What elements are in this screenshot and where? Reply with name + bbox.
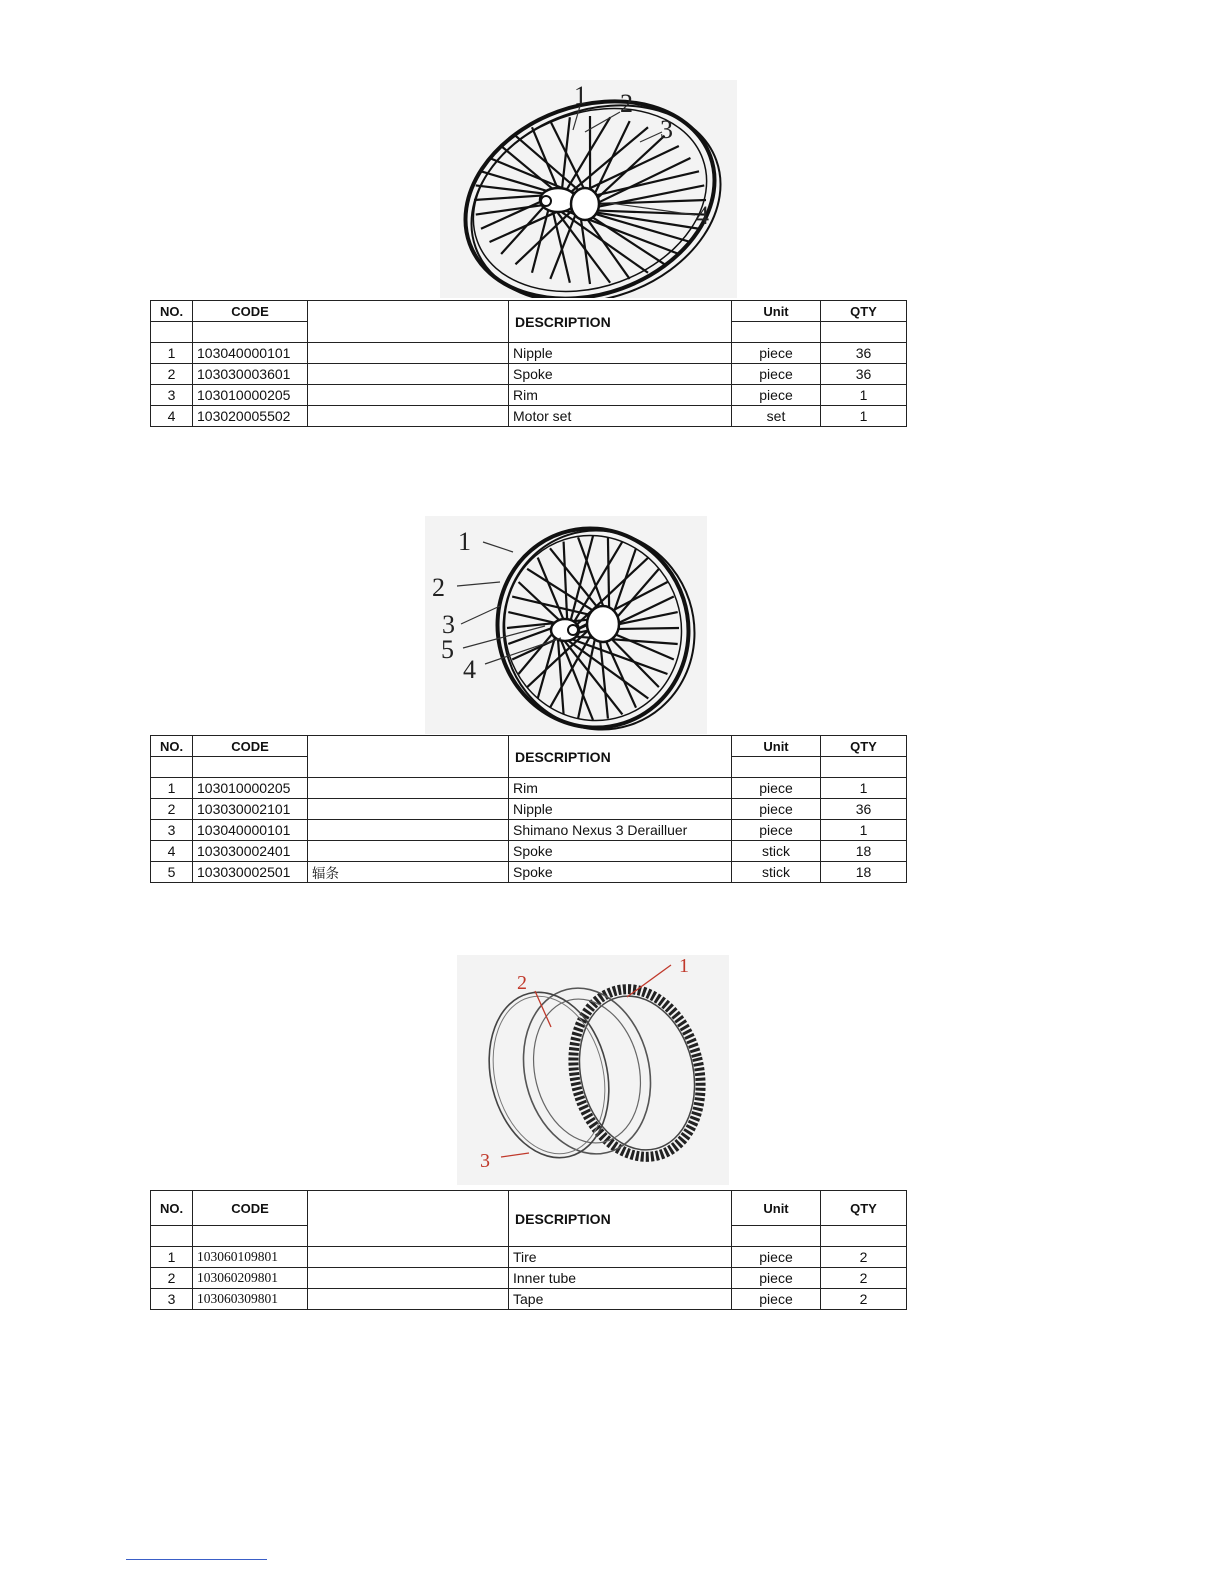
cell-unit: piece [732,385,821,406]
wheel-diagram-1-svg [440,80,737,298]
cell-no: 1 [151,778,193,799]
cell-unit: piece [732,1289,821,1310]
header-blank [308,1191,509,1247]
cell-unit: piece [732,364,821,385]
table-row [151,1268,907,1289]
cell-no: 2 [151,1268,193,1289]
cell-unit: stick [732,841,821,862]
callout-label: 3 [660,115,673,144]
wheel-diagram-2 [425,516,707,734]
cell-code: 103010000205 [193,778,308,799]
cell-note [308,343,509,364]
cell-description: Nipple [509,343,732,364]
header-unit: Unit [732,736,821,757]
cell-code: 103040000101 [193,343,308,364]
cell-no: 1 [151,343,193,364]
cell-code: 103030003601 [193,364,308,385]
cell-qty: 2 [821,1247,907,1268]
spoke-line [608,537,609,617]
table-row [151,385,907,406]
cell-code: 103030002401 [193,841,308,862]
header-description: DESCRIPTION [509,1191,732,1247]
table-row [151,1289,907,1310]
table-row [151,862,907,883]
cell-note [308,799,509,820]
cell-description: Tire [509,1247,732,1268]
tire-diagram [457,955,729,1185]
cell-no: 2 [151,364,193,385]
header-no: NO. [151,1191,193,1226]
callout-label: 2 [517,972,527,994]
cell-no: 2 [151,799,193,820]
cell-note [308,406,509,427]
tire-diagram-svg [457,955,729,1185]
cell-unit: stick [732,862,821,883]
callout-label: 1 [574,81,587,110]
cell-code: 103010000205 [193,385,308,406]
parts-table-1 [150,300,907,427]
cell-note [308,1289,509,1310]
cell-description: Spoke [509,364,732,385]
cell-unit: piece [732,820,821,841]
cell-note [308,820,509,841]
cell-description: Nipple [509,799,732,820]
cell-qty: 18 [821,862,907,883]
cell-qty: 2 [821,1289,907,1310]
cell-no: 1 [151,1247,193,1268]
cell-note [308,841,509,862]
cell-qty: 1 [821,778,907,799]
cell-code: 103030002501 [193,862,308,883]
table-row [151,364,907,385]
header-description: DESCRIPTION [509,736,732,778]
cell-no: 3 [151,385,193,406]
callout-label: 5 [441,635,454,664]
callout-label: 1 [458,527,471,556]
header-code: CODE [193,1191,308,1226]
spoke-line [532,204,550,273]
cell-note [308,1247,509,1268]
cell-qty: 36 [821,799,907,820]
callout-label: 1 [679,955,689,977]
table-row [151,799,907,820]
cell-note [308,1268,509,1289]
header-no: NO. [151,301,193,322]
callout-label: 3 [442,610,455,639]
cell-code: 103020005502 [193,406,308,427]
header-qty: QTY [821,1191,907,1226]
cell-no: 3 [151,820,193,841]
cell-no: 5 [151,862,193,883]
table-row [151,778,907,799]
callout-label: 2 [432,573,445,602]
parts-table-3 [150,1190,907,1310]
cell-description: Spoke [509,841,732,862]
footnote-separator [126,1559,267,1560]
cell-unit: piece [732,343,821,364]
cell-unit: piece [732,1247,821,1268]
cell-code: 103030002101 [193,799,308,820]
spoke-line [566,639,648,699]
header-unit: Unit [732,301,821,322]
cell-description: Spoke [509,862,732,883]
spoke-line [610,628,679,629]
table-row [151,343,907,364]
header-blank [308,301,509,343]
cell-code: 103060109801 [193,1247,308,1268]
spoke-line [592,121,629,199]
cell-description: Inner tube [509,1268,732,1289]
header-code: CODE [193,736,308,757]
callout-label: 3 [480,1150,490,1172]
spoke-line [560,637,593,720]
header-code: CODE [193,301,308,322]
header-no: NO. [151,736,193,757]
cell-note [308,778,509,799]
table-row [151,820,907,841]
wheel-diagram-1 [440,80,737,298]
cell-description: Rim [509,385,732,406]
table-row [151,841,907,862]
callout-label: 4 [463,655,476,684]
cell-description: Rim [509,778,732,799]
parts-table-2 [150,735,907,883]
cell-description: Tape [509,1289,732,1310]
spoke-line [589,212,691,242]
cell-no: 4 [151,406,193,427]
cell-description: Motor set [509,406,732,427]
cell-qty: 1 [821,820,907,841]
cell-note [308,364,509,385]
cell-unit: set [732,406,821,427]
header-unit: Unit [732,1191,821,1226]
cell-qty: 2 [821,1268,907,1289]
table-row [151,406,907,427]
cell-code: 103060209801 [193,1268,308,1289]
header-blank [308,736,509,778]
cell-description: Shimano Nexus 3 Derailluer [509,820,732,841]
cell-code: 103040000101 [193,820,308,841]
callout-label: 4 [696,201,709,230]
table-row [151,1247,907,1268]
cell-unit: piece [732,1268,821,1289]
cell-note [308,385,509,406]
cell-no: 3 [151,1289,193,1310]
header-qty: QTY [821,301,907,322]
cell-code: 103060309801 [193,1289,308,1310]
cell-qty: 36 [821,343,907,364]
cell-no: 4 [151,841,193,862]
cell-qty: 36 [821,364,907,385]
cell-qty: 1 [821,406,907,427]
cell-qty: 1 [821,385,907,406]
cell-qty: 18 [821,841,907,862]
header-description: DESCRIPTION [509,301,732,343]
cell-unit: piece [732,778,821,799]
callout-label: 2 [620,89,633,118]
header-qty: QTY [821,736,907,757]
cell-unit: piece [732,799,821,820]
cell-note: 辐条 [308,862,509,883]
wheel-diagram-2-svg [425,516,707,734]
